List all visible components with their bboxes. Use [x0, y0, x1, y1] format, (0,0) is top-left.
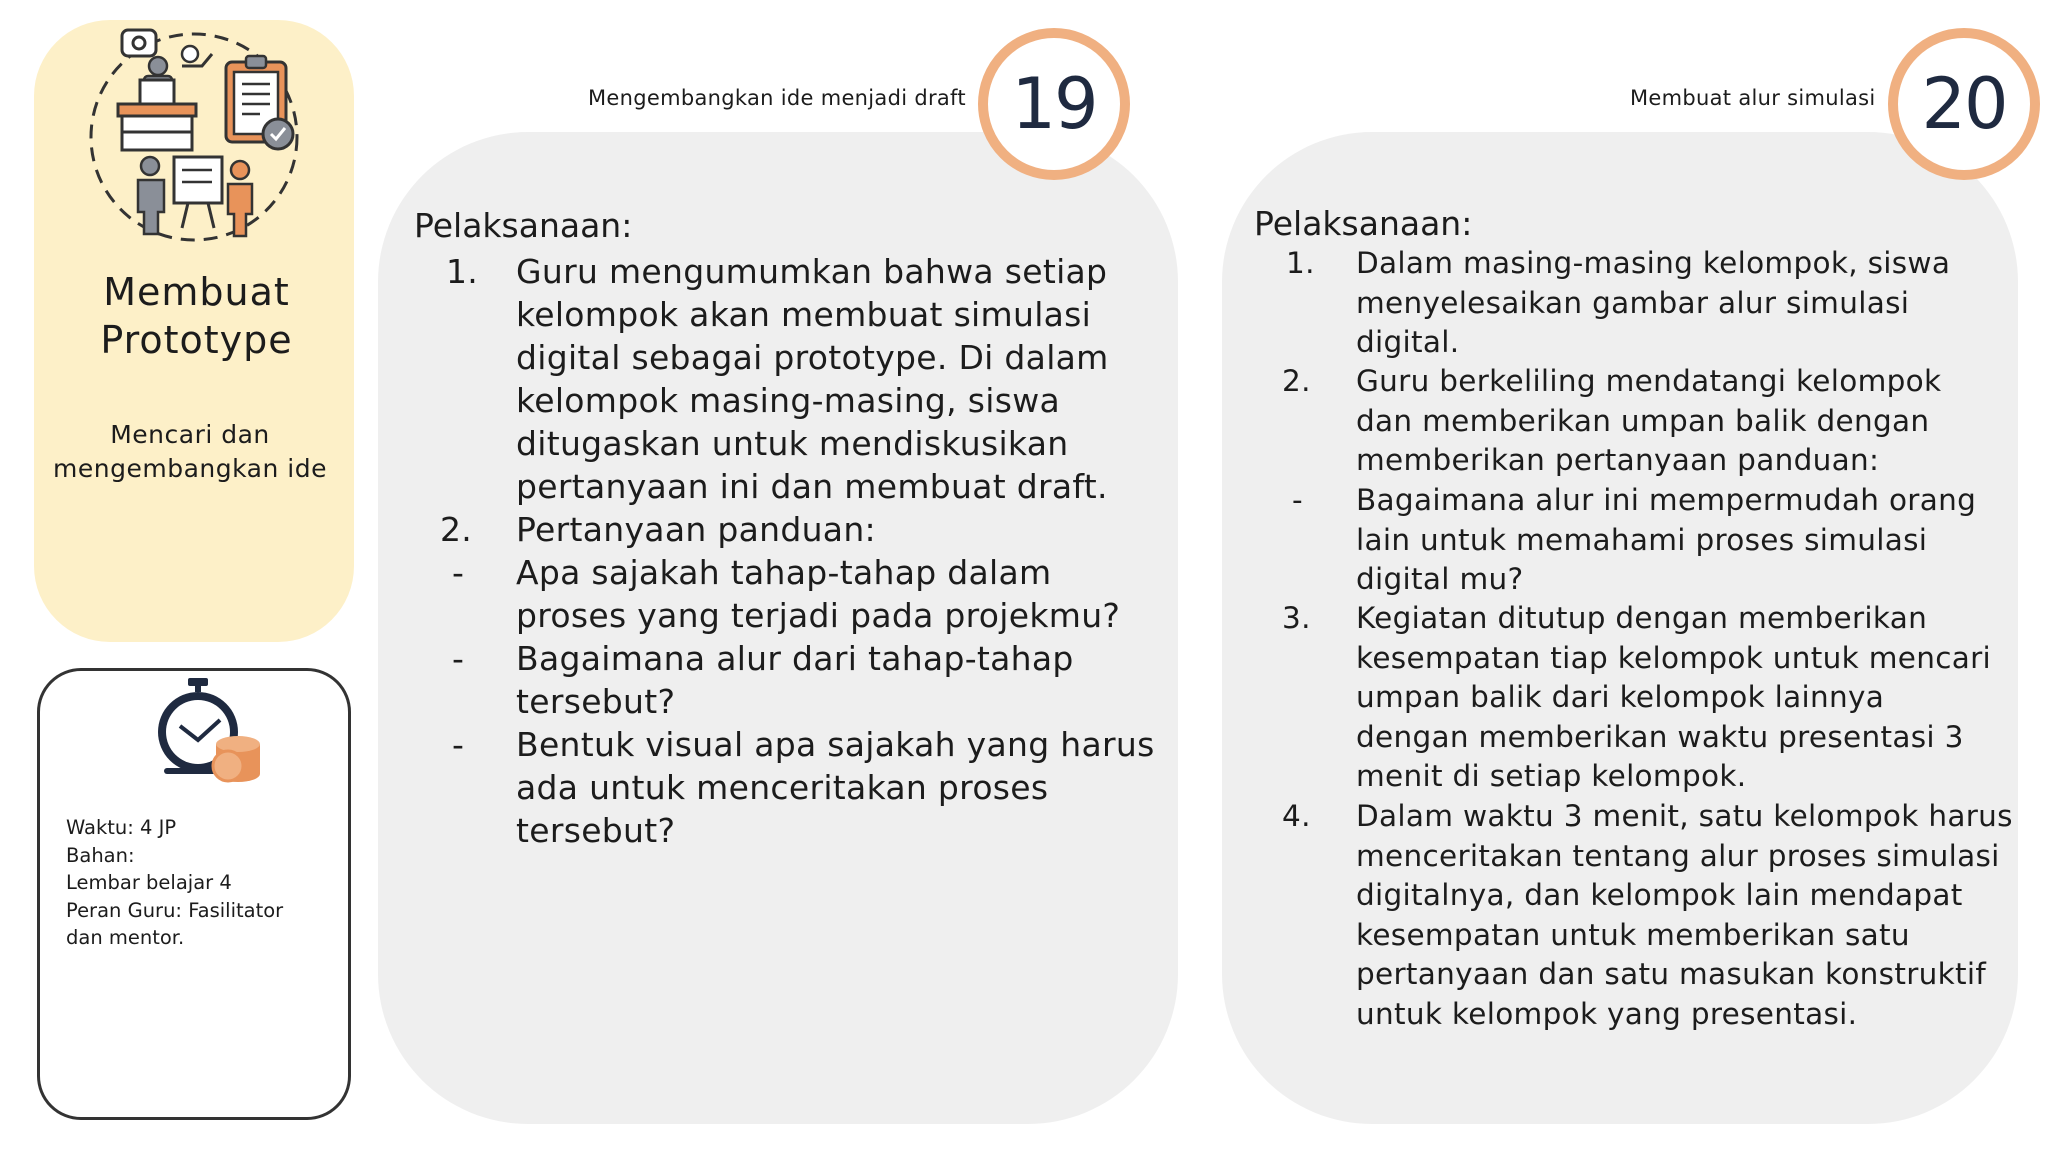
- info-list: [66, 814, 356, 952]
- list-line: ditugaskan untuk mendiskusikan: [516, 424, 1069, 463]
- list-line: umpan balik dari kelompok lainnya: [1356, 680, 1885, 714]
- list-line: kelompok akan membuat simulasi: [516, 295, 1092, 334]
- list-line: Bagaimana alur ini mempermudah orang: [1356, 483, 1977, 517]
- list-line: Dalam masing-masing kelompok, siswa: [1356, 246, 1951, 280]
- list-marker: -: [452, 639, 465, 678]
- list-line: dan memberikan umpan balik dengan: [1356, 403, 1930, 438]
- list-line: tersebut?: [516, 682, 676, 721]
- section-heading: Pelaksanaan:: [1254, 204, 1473, 243]
- list-line: menceritakan tentang alur proses simulasi: [1356, 838, 2000, 873]
- prototype-team-icon: [84, 22, 304, 252]
- list-line: proses yang terjadi pada projekmu?: [516, 596, 1121, 635]
- list-line: kesempatan untuk memberikan satu: [1356, 917, 1910, 952]
- info-line: dan mentor.: [66, 926, 185, 949]
- list-line: digital mu?: [1356, 562, 1524, 596]
- clock-coins-icon: [158, 676, 264, 784]
- info-line: Waktu: 4 JP: [66, 816, 177, 839]
- list-line: digital.: [1356, 325, 1460, 359]
- list-line: pertanyaan dan satu masukan konstruktif: [1356, 957, 1987, 991]
- info-line: Bahan:: [66, 843, 135, 867]
- list-line: pertanyaan ini dan membuat draft.: [516, 467, 1108, 506]
- list-line: Bentuk visual apa sajakah yang harus: [516, 725, 1155, 764]
- list-line: lain untuk memahami proses simulasi: [1356, 522, 1928, 557]
- step-title: Membuat alur simulasi: [1630, 86, 1876, 110]
- list-line: Kegiatan ditutup dengan memberikan: [1356, 601, 1928, 635]
- list-line: untuk kelompok yang presentasi.: [1356, 996, 1858, 1031]
- list-line: menit di setiap kelompok.: [1356, 759, 1747, 793]
- info-line: Lembar belajar 4: [66, 871, 232, 894]
- list-marker: -: [1292, 483, 1303, 517]
- phase-title: [34, 268, 359, 364]
- phase-title-line: Membuat: [103, 270, 290, 314]
- list-marker: 4.: [1282, 799, 1311, 833]
- list-line: digital sebagai prototype. Di dalam: [516, 338, 1109, 377]
- list-marker: 2.: [1282, 364, 1311, 398]
- list-line: digitalnya, dan kelompok lain mendapat: [1356, 878, 1963, 912]
- info-line: Peran Guru: Fasilitator: [66, 898, 284, 922]
- list-line: tersebut?: [516, 811, 676, 850]
- list-line: dengan memberikan waktu presentasi 3: [1356, 719, 1964, 754]
- list-marker: -: [452, 553, 465, 592]
- list-marker: 3.: [1282, 601, 1311, 635]
- phase-title-line: Prototype: [100, 318, 293, 362]
- list-line: Dalam waktu 3 menit, satu kelompok harus: [1356, 799, 2013, 833]
- step-number-badge: 20: [1888, 28, 2040, 180]
- step-title: Mengembangkan ide menjadi draft: [588, 86, 966, 110]
- list-line: kesempatan tiap kelompok untuk mencari: [1356, 640, 1992, 675]
- phase-subtitle-line: Mencari dan: [110, 420, 270, 449]
- list-line: menyelesaikan gambar alur simulasi: [1356, 285, 1910, 320]
- list-marker: 2.: [440, 510, 473, 549]
- list-line: memberikan pertanyaan panduan:: [1356, 443, 1880, 477]
- list-line: kelompok masing-masing, siswa: [516, 381, 1061, 420]
- phase-subtitle: [34, 418, 346, 486]
- list-line: Guru mengumumkan bahwa setiap: [516, 252, 1108, 291]
- list-line: Pertanyaan panduan:: [516, 510, 876, 549]
- list-line: Apa sajakah tahap-tahap dalam: [516, 553, 1052, 592]
- list-marker: 1.: [446, 252, 479, 291]
- list-marker: 1.: [1286, 246, 1315, 280]
- list-line: ada untuk menceritakan proses: [516, 768, 1049, 807]
- list-line: Guru berkeliling mendatangi kelompok: [1356, 364, 1942, 398]
- section-heading: Pelaksanaan:: [414, 206, 633, 245]
- step-number-badge: 19: [978, 28, 1130, 180]
- phase-subtitle-line: mengembangkan ide: [53, 454, 327, 483]
- list-line: Bagaimana alur dari tahap-tahap: [516, 639, 1074, 678]
- list-marker: -: [452, 725, 465, 764]
